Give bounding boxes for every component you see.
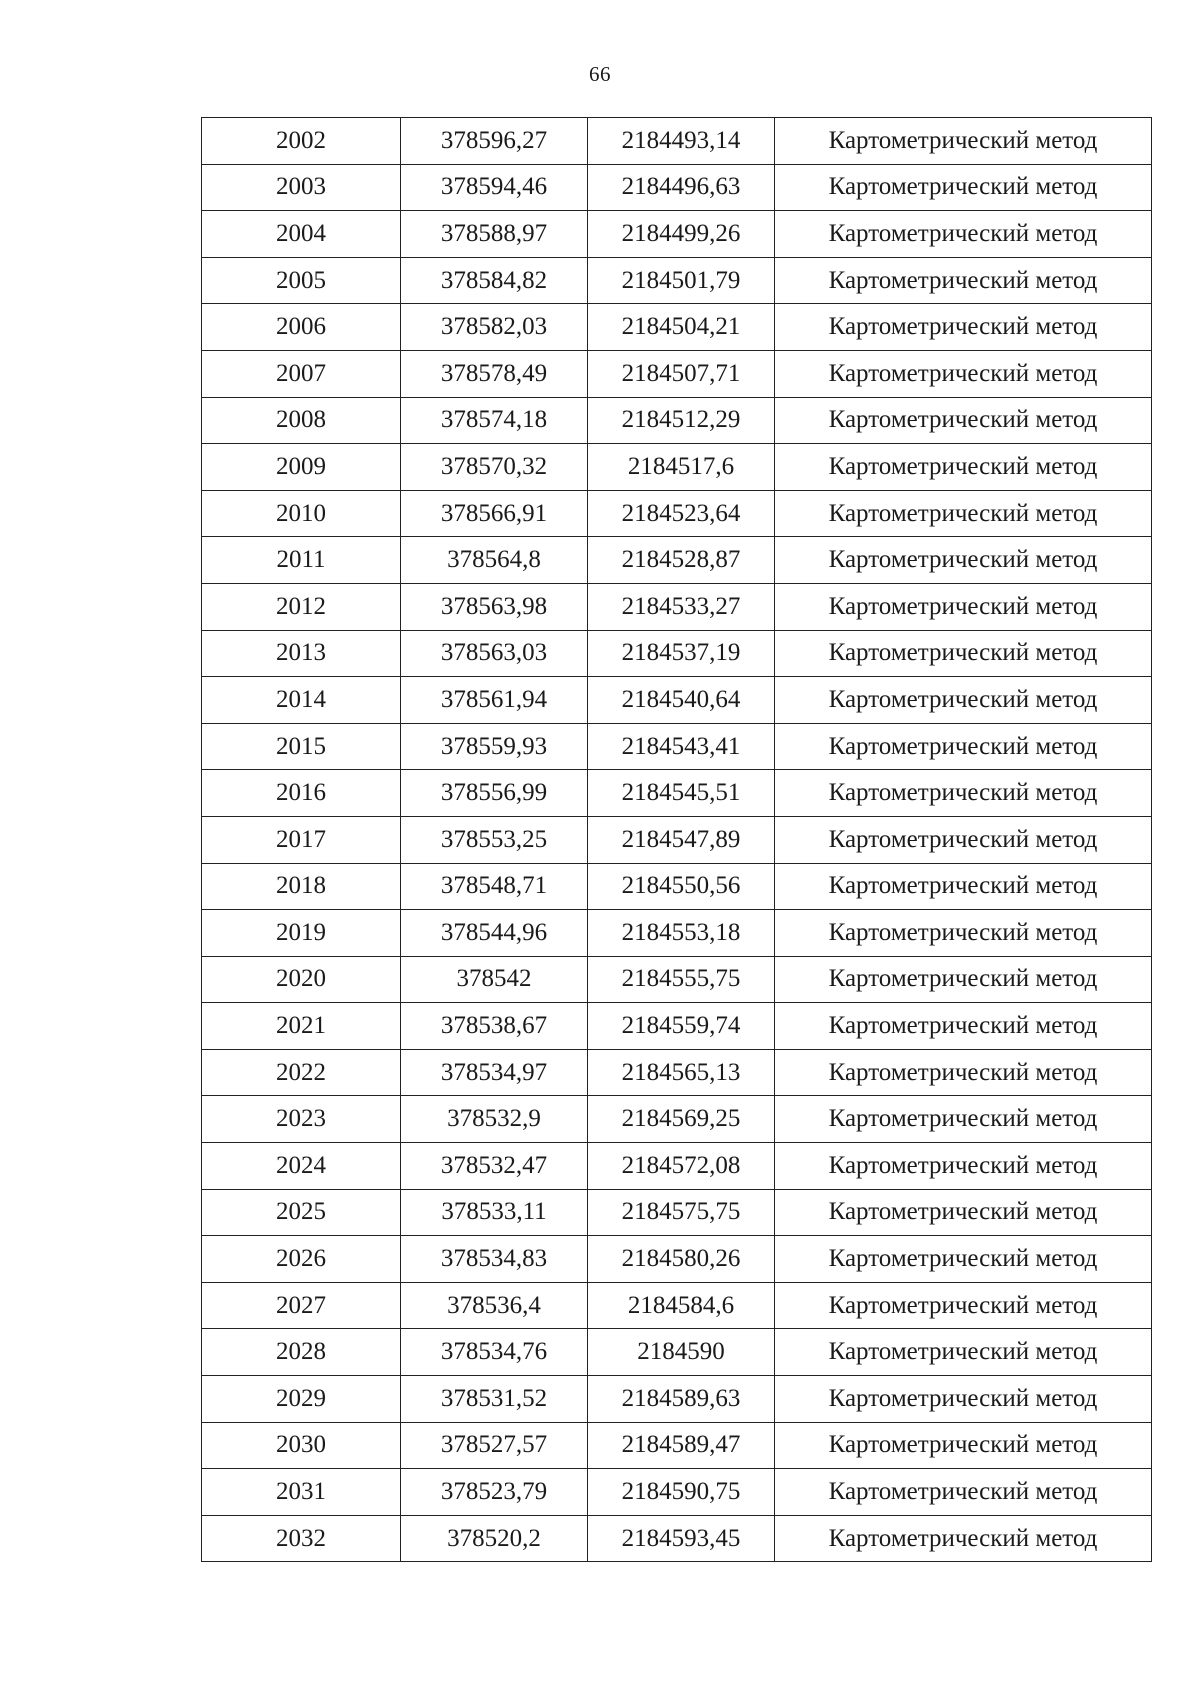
table-row xyxy=(202,118,1152,165)
x-coordinate-cell: 378570,32 xyxy=(401,444,588,491)
point-number-cell: 2014 xyxy=(202,677,401,724)
x-coordinate-cell: 378566,91 xyxy=(401,490,588,537)
method-cell: Картометрический метод xyxy=(775,1143,1152,1190)
point-number-cell: 2026 xyxy=(202,1236,401,1283)
method-cell: Картометрический метод xyxy=(775,397,1152,444)
point-number-cell: 2023 xyxy=(202,1096,401,1143)
method-cell: Картометрический метод xyxy=(775,1003,1152,1050)
y-coordinate-cell: 2184493,14 xyxy=(588,118,775,165)
table-row xyxy=(202,583,1152,630)
method-cell: Картометрический метод xyxy=(775,164,1152,211)
x-coordinate-cell: 378556,99 xyxy=(401,770,588,817)
method-cell: Картометрический метод xyxy=(775,444,1152,491)
table-row xyxy=(202,1049,1152,1096)
x-coordinate-cell: 378563,98 xyxy=(401,583,588,630)
y-coordinate-cell: 2184575,75 xyxy=(588,1189,775,1236)
method-cell: Картометрический метод xyxy=(775,910,1152,957)
method-cell: Картометрический метод xyxy=(775,1422,1152,1469)
x-coordinate-cell: 378564,8 xyxy=(401,537,588,584)
method-cell: Картометрический метод xyxy=(775,1049,1152,1096)
y-coordinate-cell: 2184589,47 xyxy=(588,1422,775,1469)
x-coordinate-cell: 378523,79 xyxy=(401,1469,588,1516)
table-row xyxy=(202,863,1152,910)
x-coordinate-cell: 378544,96 xyxy=(401,910,588,957)
x-coordinate-cell: 378542 xyxy=(401,956,588,1003)
point-number-cell: 2019 xyxy=(202,910,401,957)
y-coordinate-cell: 2184589,63 xyxy=(588,1376,775,1423)
point-number-cell: 2029 xyxy=(202,1376,401,1423)
method-cell: Картометрический метод xyxy=(775,1236,1152,1283)
y-coordinate-cell: 2184537,19 xyxy=(588,630,775,677)
y-coordinate-cell: 2184565,13 xyxy=(588,1049,775,1096)
page-number: 66 xyxy=(589,62,611,86)
y-coordinate-cell: 2184504,21 xyxy=(588,304,775,351)
table-row xyxy=(202,164,1152,211)
x-coordinate-cell: 378533,11 xyxy=(401,1189,588,1236)
point-number-cell: 2004 xyxy=(202,211,401,258)
y-coordinate-cell: 2184572,08 xyxy=(588,1143,775,1190)
point-number-cell: 2010 xyxy=(202,490,401,537)
x-coordinate-cell: 378532,47 xyxy=(401,1143,588,1190)
method-cell: Картометрический метод xyxy=(775,770,1152,817)
x-coordinate-cell: 378548,71 xyxy=(401,863,588,910)
table-row xyxy=(202,350,1152,397)
y-coordinate-cell: 2184580,26 xyxy=(588,1236,775,1283)
table-row xyxy=(202,1515,1152,1562)
x-coordinate-cell: 378531,52 xyxy=(401,1376,588,1423)
x-coordinate-cell: 378520,2 xyxy=(401,1515,588,1562)
y-coordinate-cell: 2184501,79 xyxy=(588,257,775,304)
point-number-cell: 2008 xyxy=(202,397,401,444)
x-coordinate-cell: 378553,25 xyxy=(401,816,588,863)
table-row xyxy=(202,1422,1152,1469)
x-coordinate-cell: 378534,76 xyxy=(401,1329,588,1376)
method-cell: Картометрический метод xyxy=(775,677,1152,724)
point-number-cell: 2013 xyxy=(202,630,401,677)
y-coordinate-cell: 2184593,45 xyxy=(588,1515,775,1562)
y-coordinate-cell: 2184523,64 xyxy=(588,490,775,537)
coordinates-table-body xyxy=(202,118,1152,1562)
point-number-cell: 2017 xyxy=(202,816,401,863)
table-row xyxy=(202,490,1152,537)
table-row xyxy=(202,1376,1152,1423)
table-row xyxy=(202,257,1152,304)
x-coordinate-cell: 378561,94 xyxy=(401,677,588,724)
method-cell: Картометрический метод xyxy=(775,257,1152,304)
table-row xyxy=(202,211,1152,258)
method-cell: Картометрический метод xyxy=(775,1469,1152,1516)
point-number-cell: 2025 xyxy=(202,1189,401,1236)
table-row xyxy=(202,910,1152,957)
y-coordinate-cell: 2184584,6 xyxy=(588,1282,775,1329)
table-row xyxy=(202,1189,1152,1236)
point-number-cell: 2006 xyxy=(202,304,401,351)
x-coordinate-cell: 378574,18 xyxy=(401,397,588,444)
x-coordinate-cell: 378563,03 xyxy=(401,630,588,677)
x-coordinate-cell: 378538,67 xyxy=(401,1003,588,1050)
table-row xyxy=(202,304,1152,351)
y-coordinate-cell: 2184590 xyxy=(588,1329,775,1376)
table-row xyxy=(202,1329,1152,1376)
y-coordinate-cell: 2184517,6 xyxy=(588,444,775,491)
y-coordinate-cell: 2184499,26 xyxy=(588,211,775,258)
table-row xyxy=(202,770,1152,817)
method-cell: Картометрический метод xyxy=(775,537,1152,584)
point-number-cell: 2032 xyxy=(202,1515,401,1562)
method-cell: Картометрический метод xyxy=(775,956,1152,1003)
y-coordinate-cell: 2184553,18 xyxy=(588,910,775,957)
x-coordinate-cell: 378582,03 xyxy=(401,304,588,351)
table-row xyxy=(202,723,1152,770)
method-cell: Картометрический метод xyxy=(775,723,1152,770)
method-cell: Картометрический метод xyxy=(775,1282,1152,1329)
y-coordinate-cell: 2184555,75 xyxy=(588,956,775,1003)
method-cell: Картометрический метод xyxy=(775,863,1152,910)
point-number-cell: 2030 xyxy=(202,1422,401,1469)
method-cell: Картометрический метод xyxy=(775,118,1152,165)
point-number-cell: 2018 xyxy=(202,863,401,910)
x-coordinate-cell: 378596,27 xyxy=(401,118,588,165)
table-row xyxy=(202,1469,1152,1516)
point-number-cell: 2009 xyxy=(202,444,401,491)
y-coordinate-cell: 2184512,29 xyxy=(588,397,775,444)
point-number-cell: 2005 xyxy=(202,257,401,304)
table-row xyxy=(202,1143,1152,1190)
point-number-cell: 2007 xyxy=(202,350,401,397)
method-cell: Картометрический метод xyxy=(775,211,1152,258)
method-cell: Картометрический метод xyxy=(775,583,1152,630)
method-cell: Картометрический метод xyxy=(775,1376,1152,1423)
point-number-cell: 2015 xyxy=(202,723,401,770)
point-number-cell: 2016 xyxy=(202,770,401,817)
point-number-cell: 2022 xyxy=(202,1049,401,1096)
table-row xyxy=(202,956,1152,1003)
table-row xyxy=(202,397,1152,444)
x-coordinate-cell: 378588,97 xyxy=(401,211,588,258)
x-coordinate-cell: 378578,49 xyxy=(401,350,588,397)
table-row xyxy=(202,816,1152,863)
y-coordinate-cell: 2184550,56 xyxy=(588,863,775,910)
x-coordinate-cell: 378534,97 xyxy=(401,1049,588,1096)
x-coordinate-cell: 378594,46 xyxy=(401,164,588,211)
x-coordinate-cell: 378534,83 xyxy=(401,1236,588,1283)
x-coordinate-cell: 378532,9 xyxy=(401,1096,588,1143)
y-coordinate-cell: 2184590,75 xyxy=(588,1469,775,1516)
table-row xyxy=(202,677,1152,724)
y-coordinate-cell: 2184507,71 xyxy=(588,350,775,397)
method-cell: Картометрический метод xyxy=(775,1515,1152,1562)
method-cell: Картометрический метод xyxy=(775,304,1152,351)
method-cell: Картометрический метод xyxy=(775,1096,1152,1143)
method-cell: Картометрический метод xyxy=(775,490,1152,537)
table-row xyxy=(202,444,1152,491)
y-coordinate-cell: 2184543,41 xyxy=(588,723,775,770)
table-row xyxy=(202,1003,1152,1050)
point-number-cell: 2024 xyxy=(202,1143,401,1190)
x-coordinate-cell: 378536,4 xyxy=(401,1282,588,1329)
method-cell: Картометрический метод xyxy=(775,350,1152,397)
point-number-cell: 2027 xyxy=(202,1282,401,1329)
x-coordinate-cell: 378584,82 xyxy=(401,257,588,304)
point-number-cell: 2003 xyxy=(202,164,401,211)
y-coordinate-cell: 2184547,89 xyxy=(588,816,775,863)
y-coordinate-cell: 2184496,63 xyxy=(588,164,775,211)
point-number-cell: 2028 xyxy=(202,1329,401,1376)
y-coordinate-cell: 2184540,64 xyxy=(588,677,775,724)
table-row xyxy=(202,537,1152,584)
table-row xyxy=(202,630,1152,677)
point-number-cell: 2011 xyxy=(202,537,401,584)
x-coordinate-cell: 378527,57 xyxy=(401,1422,588,1469)
point-number-cell: 2031 xyxy=(202,1469,401,1516)
x-coordinate-cell: 378559,93 xyxy=(401,723,588,770)
method-cell: Картометрический метод xyxy=(775,1329,1152,1376)
point-number-cell: 2020 xyxy=(202,956,401,1003)
y-coordinate-cell: 2184559,74 xyxy=(588,1003,775,1050)
point-number-cell: 2002 xyxy=(202,118,401,165)
point-number-cell: 2021 xyxy=(202,1003,401,1050)
method-cell: Картометрический метод xyxy=(775,630,1152,677)
y-coordinate-cell: 2184528,87 xyxy=(588,537,775,584)
coordinates-table xyxy=(201,117,1152,1562)
table-row xyxy=(202,1236,1152,1283)
y-coordinate-cell: 2184545,51 xyxy=(588,770,775,817)
table-row xyxy=(202,1282,1152,1329)
y-coordinate-cell: 2184533,27 xyxy=(588,583,775,630)
point-number-cell: 2012 xyxy=(202,583,401,630)
y-coordinate-cell: 2184569,25 xyxy=(588,1096,775,1143)
method-cell: Картометрический метод xyxy=(775,1189,1152,1236)
method-cell: Картометрический метод xyxy=(775,816,1152,863)
table-row xyxy=(202,1096,1152,1143)
